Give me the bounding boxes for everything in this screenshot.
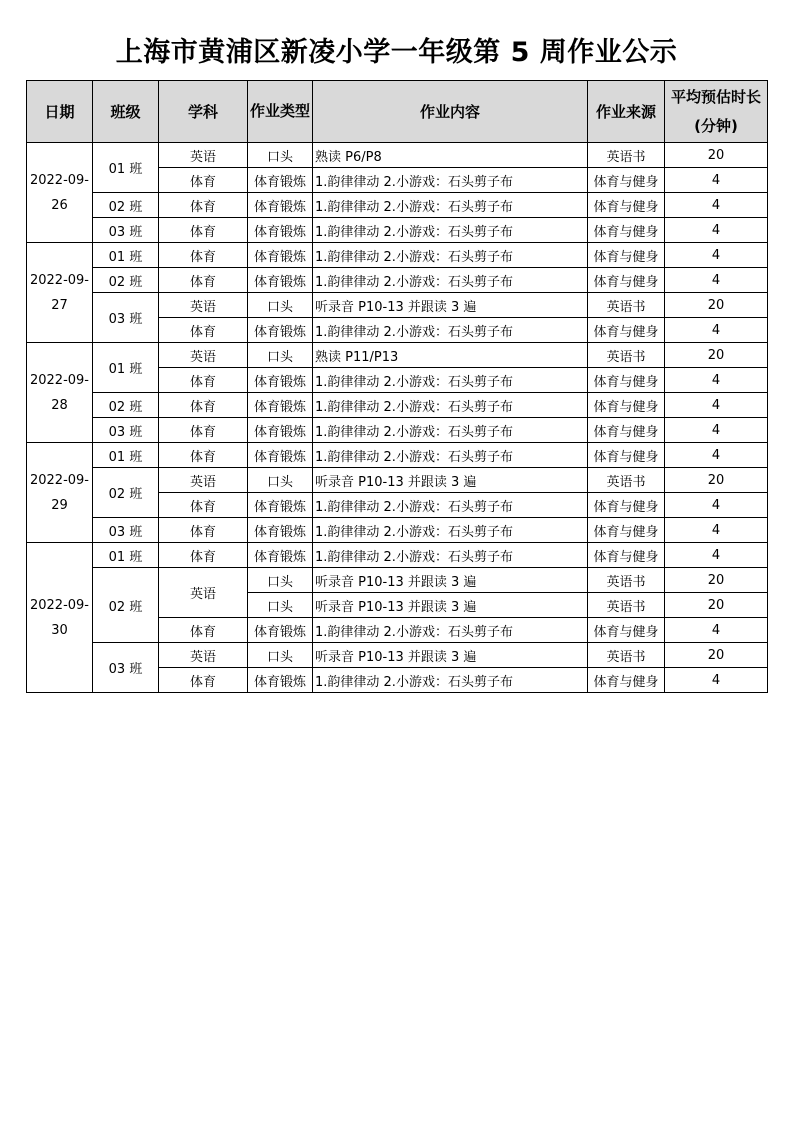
subject-cell: 体育 <box>159 368 248 393</box>
content-cell: 1.韵律律动 2.小游戏：石头剪子布 <box>313 443 588 468</box>
duration-cell: 4 <box>665 618 768 643</box>
type-cell: 口头 <box>248 643 313 668</box>
subject-cell: 体育 <box>159 318 248 343</box>
class-cell: 01 班 <box>93 543 159 568</box>
type-cell: 口头 <box>248 293 313 318</box>
header-class: 班级 <box>93 81 159 143</box>
subject-cell: 体育 <box>159 493 248 518</box>
source-cell: 英语书 <box>588 293 665 318</box>
duration-cell: 20 <box>665 568 768 593</box>
duration-cell: 4 <box>665 318 768 343</box>
duration-cell: 4 <box>665 268 768 293</box>
date-cell: 2022-09-29 <box>27 443 93 543</box>
table-row <box>27 643 768 668</box>
date-cell: 2022-09-27 <box>27 243 93 343</box>
subject-cell: 体育 <box>159 618 248 643</box>
duration-cell: 4 <box>665 243 768 268</box>
source-cell: 体育与健身 <box>588 318 665 343</box>
type-cell: 体育锻炼 <box>248 193 313 218</box>
class-cell: 01 班 <box>93 443 159 468</box>
header-homework-type: 作业类型 <box>248 81 313 143</box>
duration-cell: 4 <box>665 543 768 568</box>
subject-cell: 体育 <box>159 543 248 568</box>
class-cell: 02 班 <box>93 393 159 418</box>
subject-cell: 英语 <box>159 293 248 318</box>
header-date: 日期 <box>27 81 93 143</box>
table-row <box>27 418 768 443</box>
header-estimated-duration: 平均预估时长(分钟) <box>665 81 768 143</box>
duration-cell: 20 <box>665 593 768 618</box>
class-cell: 03 班 <box>93 518 159 543</box>
duration-cell: 20 <box>665 468 768 493</box>
source-cell: 体育与健身 <box>588 668 665 693</box>
class-cell: 02 班 <box>93 568 159 643</box>
type-cell: 口头 <box>248 468 313 493</box>
subject-cell: 体育 <box>159 243 248 268</box>
class-cell: 01 班 <box>93 243 159 268</box>
content-cell: 听录音 P10-13 并跟读 3 遍 <box>313 568 588 593</box>
type-cell: 体育锻炼 <box>248 493 313 518</box>
duration-cell: 4 <box>665 168 768 193</box>
class-cell: 03 班 <box>93 643 159 693</box>
subject-cell: 体育 <box>159 393 248 418</box>
type-cell: 体育锻炼 <box>248 668 313 693</box>
type-cell: 体育锻炼 <box>248 318 313 343</box>
source-cell: 体育与健身 <box>588 443 665 468</box>
class-cell: 03 班 <box>93 218 159 243</box>
source-cell: 体育与健身 <box>588 218 665 243</box>
subject-cell: 体育 <box>159 193 248 218</box>
type-cell: 体育锻炼 <box>248 243 313 268</box>
date-cell: 2022-09-28 <box>27 343 93 443</box>
subject-cell: 体育 <box>159 443 248 468</box>
source-cell: 体育与健身 <box>588 493 665 518</box>
type-cell: 体育锻炼 <box>248 268 313 293</box>
source-cell: 体育与健身 <box>588 368 665 393</box>
content-cell: 1.韵律律动 2.小游戏：石头剪子布 <box>313 243 588 268</box>
content-cell: 1.韵律律动 2.小游戏：石头剪子布 <box>313 518 588 543</box>
class-cell: 02 班 <box>93 193 159 218</box>
subject-cell: 英语 <box>159 468 248 493</box>
date-cell: 2022-09-30 <box>27 543 93 693</box>
source-cell: 英语书 <box>588 468 665 493</box>
table-row <box>27 143 768 168</box>
table-row <box>27 268 768 293</box>
table-row <box>27 393 768 418</box>
table-row <box>27 243 768 268</box>
duration-cell: 20 <box>665 293 768 318</box>
class-cell: 01 班 <box>93 143 159 193</box>
table-row <box>27 343 768 368</box>
content-cell: 听录音 P10-13 并跟读 3 遍 <box>313 293 588 318</box>
duration-cell: 4 <box>665 218 768 243</box>
type-cell: 体育锻炼 <box>248 218 313 243</box>
type-cell: 体育锻炼 <box>248 393 313 418</box>
content-cell: 1.韵律律动 2.小游戏：石头剪子布 <box>313 393 588 418</box>
subject-cell: 英语 <box>159 343 248 368</box>
subject-cell: 体育 <box>159 418 248 443</box>
duration-cell: 4 <box>665 418 768 443</box>
duration-cell: 4 <box>665 193 768 218</box>
type-cell: 体育锻炼 <box>248 368 313 393</box>
source-cell: 体育与健身 <box>588 418 665 443</box>
subject-cell: 英语 <box>159 643 248 668</box>
source-cell: 体育与健身 <box>588 393 665 418</box>
table-header-row <box>27 81 768 143</box>
content-cell: 熟读 P11/P13 <box>313 343 588 368</box>
subject-cell: 体育 <box>159 168 248 193</box>
header-homework-content: 作业内容 <box>313 81 588 143</box>
content-cell: 听录音 P10-13 并跟读 3 遍 <box>313 593 588 618</box>
type-cell: 体育锻炼 <box>248 418 313 443</box>
content-cell: 1.韵律律动 2.小游戏：石头剪子布 <box>313 368 588 393</box>
content-cell: 听录音 P10-13 并跟读 3 遍 <box>313 643 588 668</box>
source-cell: 英语书 <box>588 643 665 668</box>
type-cell: 体育锻炼 <box>248 443 313 468</box>
content-cell: 1.韵律律动 2.小游戏：石头剪子布 <box>313 543 588 568</box>
type-cell: 体育锻炼 <box>248 168 313 193</box>
content-cell: 1.韵律律动 2.小游戏：石头剪子布 <box>313 493 588 518</box>
duration-cell: 4 <box>665 443 768 468</box>
subject-cell: 英语 <box>159 143 248 168</box>
header-homework-source: 作业来源 <box>588 81 665 143</box>
table-row <box>27 218 768 243</box>
type-cell: 口头 <box>248 343 313 368</box>
source-cell: 英语书 <box>588 143 665 168</box>
content-cell: 1.韵律律动 2.小游戏：石头剪子布 <box>313 418 588 443</box>
source-cell: 体育与健身 <box>588 168 665 193</box>
type-cell: 体育锻炼 <box>248 543 313 568</box>
subject-cell: 体育 <box>159 268 248 293</box>
duration-cell: 4 <box>665 368 768 393</box>
source-cell: 体育与健身 <box>588 618 665 643</box>
subject-cell: 体育 <box>159 218 248 243</box>
duration-cell: 20 <box>665 143 768 168</box>
source-cell: 体育与健身 <box>588 543 665 568</box>
source-cell: 体育与健身 <box>588 518 665 543</box>
duration-cell: 4 <box>665 393 768 418</box>
content-cell: 听录音 P10-13 并跟读 3 遍 <box>313 468 588 493</box>
class-cell: 01 班 <box>93 343 159 393</box>
subject-cell: 英语 <box>159 568 248 618</box>
class-cell: 02 班 <box>93 268 159 293</box>
source-cell: 英语书 <box>588 568 665 593</box>
duration-cell: 4 <box>665 668 768 693</box>
class-cell: 02 班 <box>93 468 159 518</box>
content-cell: 1.韵律律动 2.小游戏：石头剪子布 <box>313 168 588 193</box>
table-row <box>27 468 768 493</box>
source-cell: 体育与健身 <box>588 193 665 218</box>
source-cell: 体育与健身 <box>588 268 665 293</box>
source-cell: 体育与健身 <box>588 243 665 268</box>
subject-cell: 体育 <box>159 518 248 543</box>
homework-table <box>26 80 768 693</box>
table-row <box>27 568 768 593</box>
content-cell: 1.韵律律动 2.小游戏：石头剪子布 <box>313 668 588 693</box>
header-subject: 学科 <box>159 81 248 143</box>
content-cell: 1.韵律律动 2.小游戏：石头剪子布 <box>313 218 588 243</box>
table-row <box>27 443 768 468</box>
duration-cell: 4 <box>665 493 768 518</box>
content-cell: 1.韵律律动 2.小游戏：石头剪子布 <box>313 618 588 643</box>
content-cell: 熟读 P6/P8 <box>313 143 588 168</box>
source-cell: 英语书 <box>588 593 665 618</box>
table-row <box>27 293 768 318</box>
page-title: 上海市黄浦区新凌小学一年级第 5 周作业公示 <box>115 37 678 68</box>
duration-cell: 20 <box>665 643 768 668</box>
duration-cell: 20 <box>665 343 768 368</box>
table-row <box>27 518 768 543</box>
class-cell: 03 班 <box>93 293 159 343</box>
table-row <box>27 193 768 218</box>
table-row <box>27 543 768 568</box>
date-cell: 2022-09-26 <box>27 143 93 243</box>
class-cell: 03 班 <box>93 418 159 443</box>
source-cell: 英语书 <box>588 343 665 368</box>
type-cell: 口头 <box>248 143 313 168</box>
content-cell: 1.韵律律动 2.小游戏：石头剪子布 <box>313 193 588 218</box>
type-cell: 体育锻炼 <box>248 518 313 543</box>
content-cell: 1.韵律律动 2.小游戏：石头剪子布 <box>313 268 588 293</box>
content-cell: 1.韵律律动 2.小游戏：石头剪子布 <box>313 318 588 343</box>
type-cell: 体育锻炼 <box>248 618 313 643</box>
duration-cell: 4 <box>665 518 768 543</box>
type-cell: 口头 <box>248 593 313 618</box>
type-cell: 口头 <box>248 568 313 593</box>
subject-cell: 体育 <box>159 668 248 693</box>
